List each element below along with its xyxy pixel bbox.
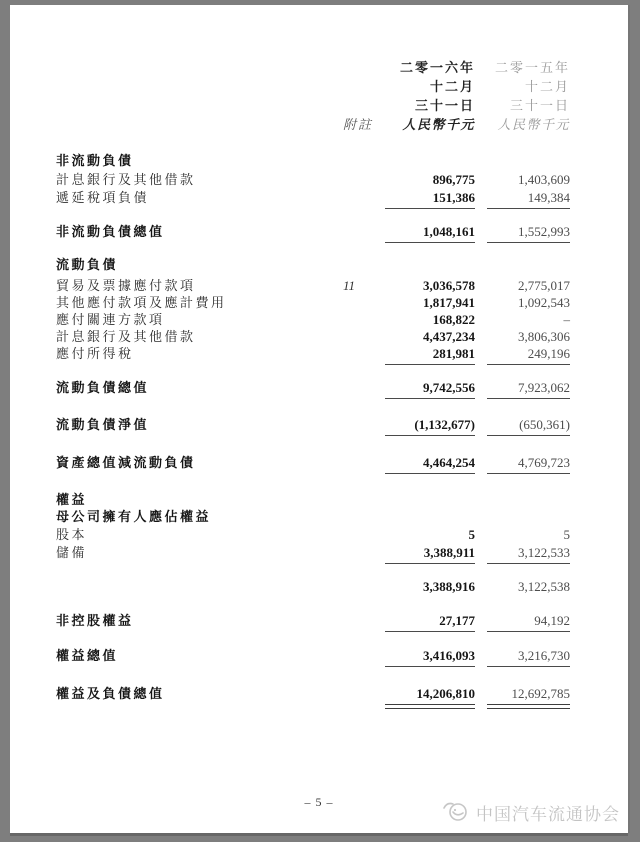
row-value-2016: 3,388,911	[385, 544, 475, 561]
header-day-2015: 三十一日	[509, 98, 570, 113]
header-unit-2016: 人民幣千元	[402, 117, 475, 132]
statement-content	[10, 5, 628, 702]
row-value-2016: 9,742,556	[385, 379, 475, 396]
row-value-2015: 249,196	[487, 345, 570, 362]
table-row	[56, 311, 570, 328]
table-row	[56, 544, 570, 561]
header-day-2016: 三十一日	[414, 98, 475, 113]
document-page	[10, 5, 628, 833]
row-label: 股本	[56, 527, 88, 542]
row-label: 儲備	[56, 545, 88, 560]
row-label: 應付所得稅	[56, 346, 134, 361]
watermark-text: 中国汽车流通协会	[476, 804, 620, 824]
table-row	[56, 685, 570, 702]
row-label: 權益及負債總值	[56, 686, 165, 701]
row-value-2016: 896,775	[432, 172, 475, 187]
row-value-2015: –	[563, 312, 570, 327]
row-value-2015: 3,806,306	[518, 329, 570, 344]
row-value-2015: 94,192	[487, 612, 570, 629]
table-row	[56, 152, 570, 169]
row-label: 其他應付款項及應計費用	[56, 295, 227, 310]
row-label: 應付關連方款項	[56, 312, 165, 327]
table-row	[56, 277, 570, 294]
row-value-2015: 1,092,543	[518, 295, 570, 310]
row-value-2015: 3,122,538	[518, 579, 570, 594]
row-label: 母公司擁有人應佔權益	[56, 509, 212, 524]
table-row	[56, 647, 570, 664]
table-row	[56, 256, 570, 273]
row-value-2016: 1,048,161	[385, 223, 475, 240]
row-value-2015: 12,692,785	[487, 685, 570, 702]
header-year-2016: 二零一六年	[399, 60, 475, 75]
row-value-2015: 2,775,017	[518, 278, 570, 293]
row-value-2016: 281,981	[385, 345, 475, 362]
table-column-header	[56, 58, 570, 134]
header-day-row	[56, 96, 570, 115]
table-row	[56, 328, 570, 345]
row-value-2016: 27,177	[385, 612, 475, 629]
row-value-2016: 14,206,810	[385, 685, 475, 702]
table-row	[56, 416, 570, 433]
row-label: 計息銀行及其他借款	[56, 172, 196, 187]
row-value-2015: 3,122,533	[487, 544, 570, 561]
row-label: 資產總值減流動負債	[56, 455, 196, 470]
table-row	[56, 491, 570, 508]
notes-column-label: 附註	[343, 117, 374, 132]
row-value-2016: 4,437,234	[423, 329, 475, 344]
row-value-2016: 151,386	[385, 189, 475, 206]
table-row	[56, 508, 570, 525]
header-month-row	[56, 77, 570, 96]
table-row	[56, 526, 570, 543]
table-row	[56, 189, 570, 206]
header-year-2015: 二零一五年	[494, 60, 570, 75]
table-row	[56, 454, 570, 471]
row-label: 流動負債淨值	[56, 417, 150, 432]
row-value-2015: 1,552,993	[487, 223, 570, 240]
row-value-2015: 1,403,609	[518, 172, 570, 187]
row-value-2016: 3,416,093	[385, 647, 475, 664]
row-value-2015: 149,384	[487, 189, 570, 206]
header-month-2015: 十二月	[524, 79, 570, 94]
row-value-2016: 4,464,254	[385, 454, 475, 471]
row-label: 貿易及票據應付款項	[56, 278, 196, 293]
header-unit-row	[56, 115, 570, 134]
row-value-2015: 4,769,723	[487, 454, 570, 471]
row-value-2015: 7,923,062	[487, 379, 570, 396]
row-value-2016: 3,036,578	[423, 278, 475, 293]
row-label: 流動負債總值	[56, 380, 150, 395]
row-value-2015: 5	[563, 527, 570, 542]
header-unit-2015: 人民幣千元	[497, 117, 570, 132]
row-label: 非流動負債總值	[56, 224, 165, 239]
table-row	[56, 578, 570, 595]
row-value-2016: 1,817,941	[423, 295, 475, 310]
header-year-row	[56, 58, 570, 77]
table-row	[56, 171, 570, 188]
row-label: 權益總值	[56, 648, 119, 663]
cada-logo-icon	[442, 799, 472, 825]
row-label: 遞延稅項負債	[56, 190, 150, 205]
row-value-2015: (650,361)	[487, 416, 570, 433]
table-row	[56, 223, 570, 240]
header-month-2016: 十二月	[429, 79, 475, 94]
row-value-2016: 168,822	[432, 312, 475, 327]
watermark	[442, 799, 620, 825]
row-value-2015: 3,216,730	[487, 647, 570, 664]
table-row	[56, 379, 570, 396]
page-number: – 5 –	[304, 795, 334, 809]
row-value-2016: 3,388,916	[423, 579, 475, 594]
row-label: 非控股權益	[56, 613, 134, 628]
row-label: 權益	[56, 492, 88, 507]
row-label: 計息銀行及其他借款	[56, 329, 196, 344]
table-row	[56, 294, 570, 311]
table-row	[56, 345, 570, 362]
row-note: 11	[343, 278, 356, 293]
row-value-2016: (1,132,677)	[385, 416, 475, 433]
row-value-2016: 5	[468, 527, 475, 542]
row-label: 非流動負債	[56, 153, 134, 168]
row-label: 流動負債	[56, 257, 119, 272]
financial-table	[56, 152, 570, 702]
table-row	[56, 612, 570, 629]
